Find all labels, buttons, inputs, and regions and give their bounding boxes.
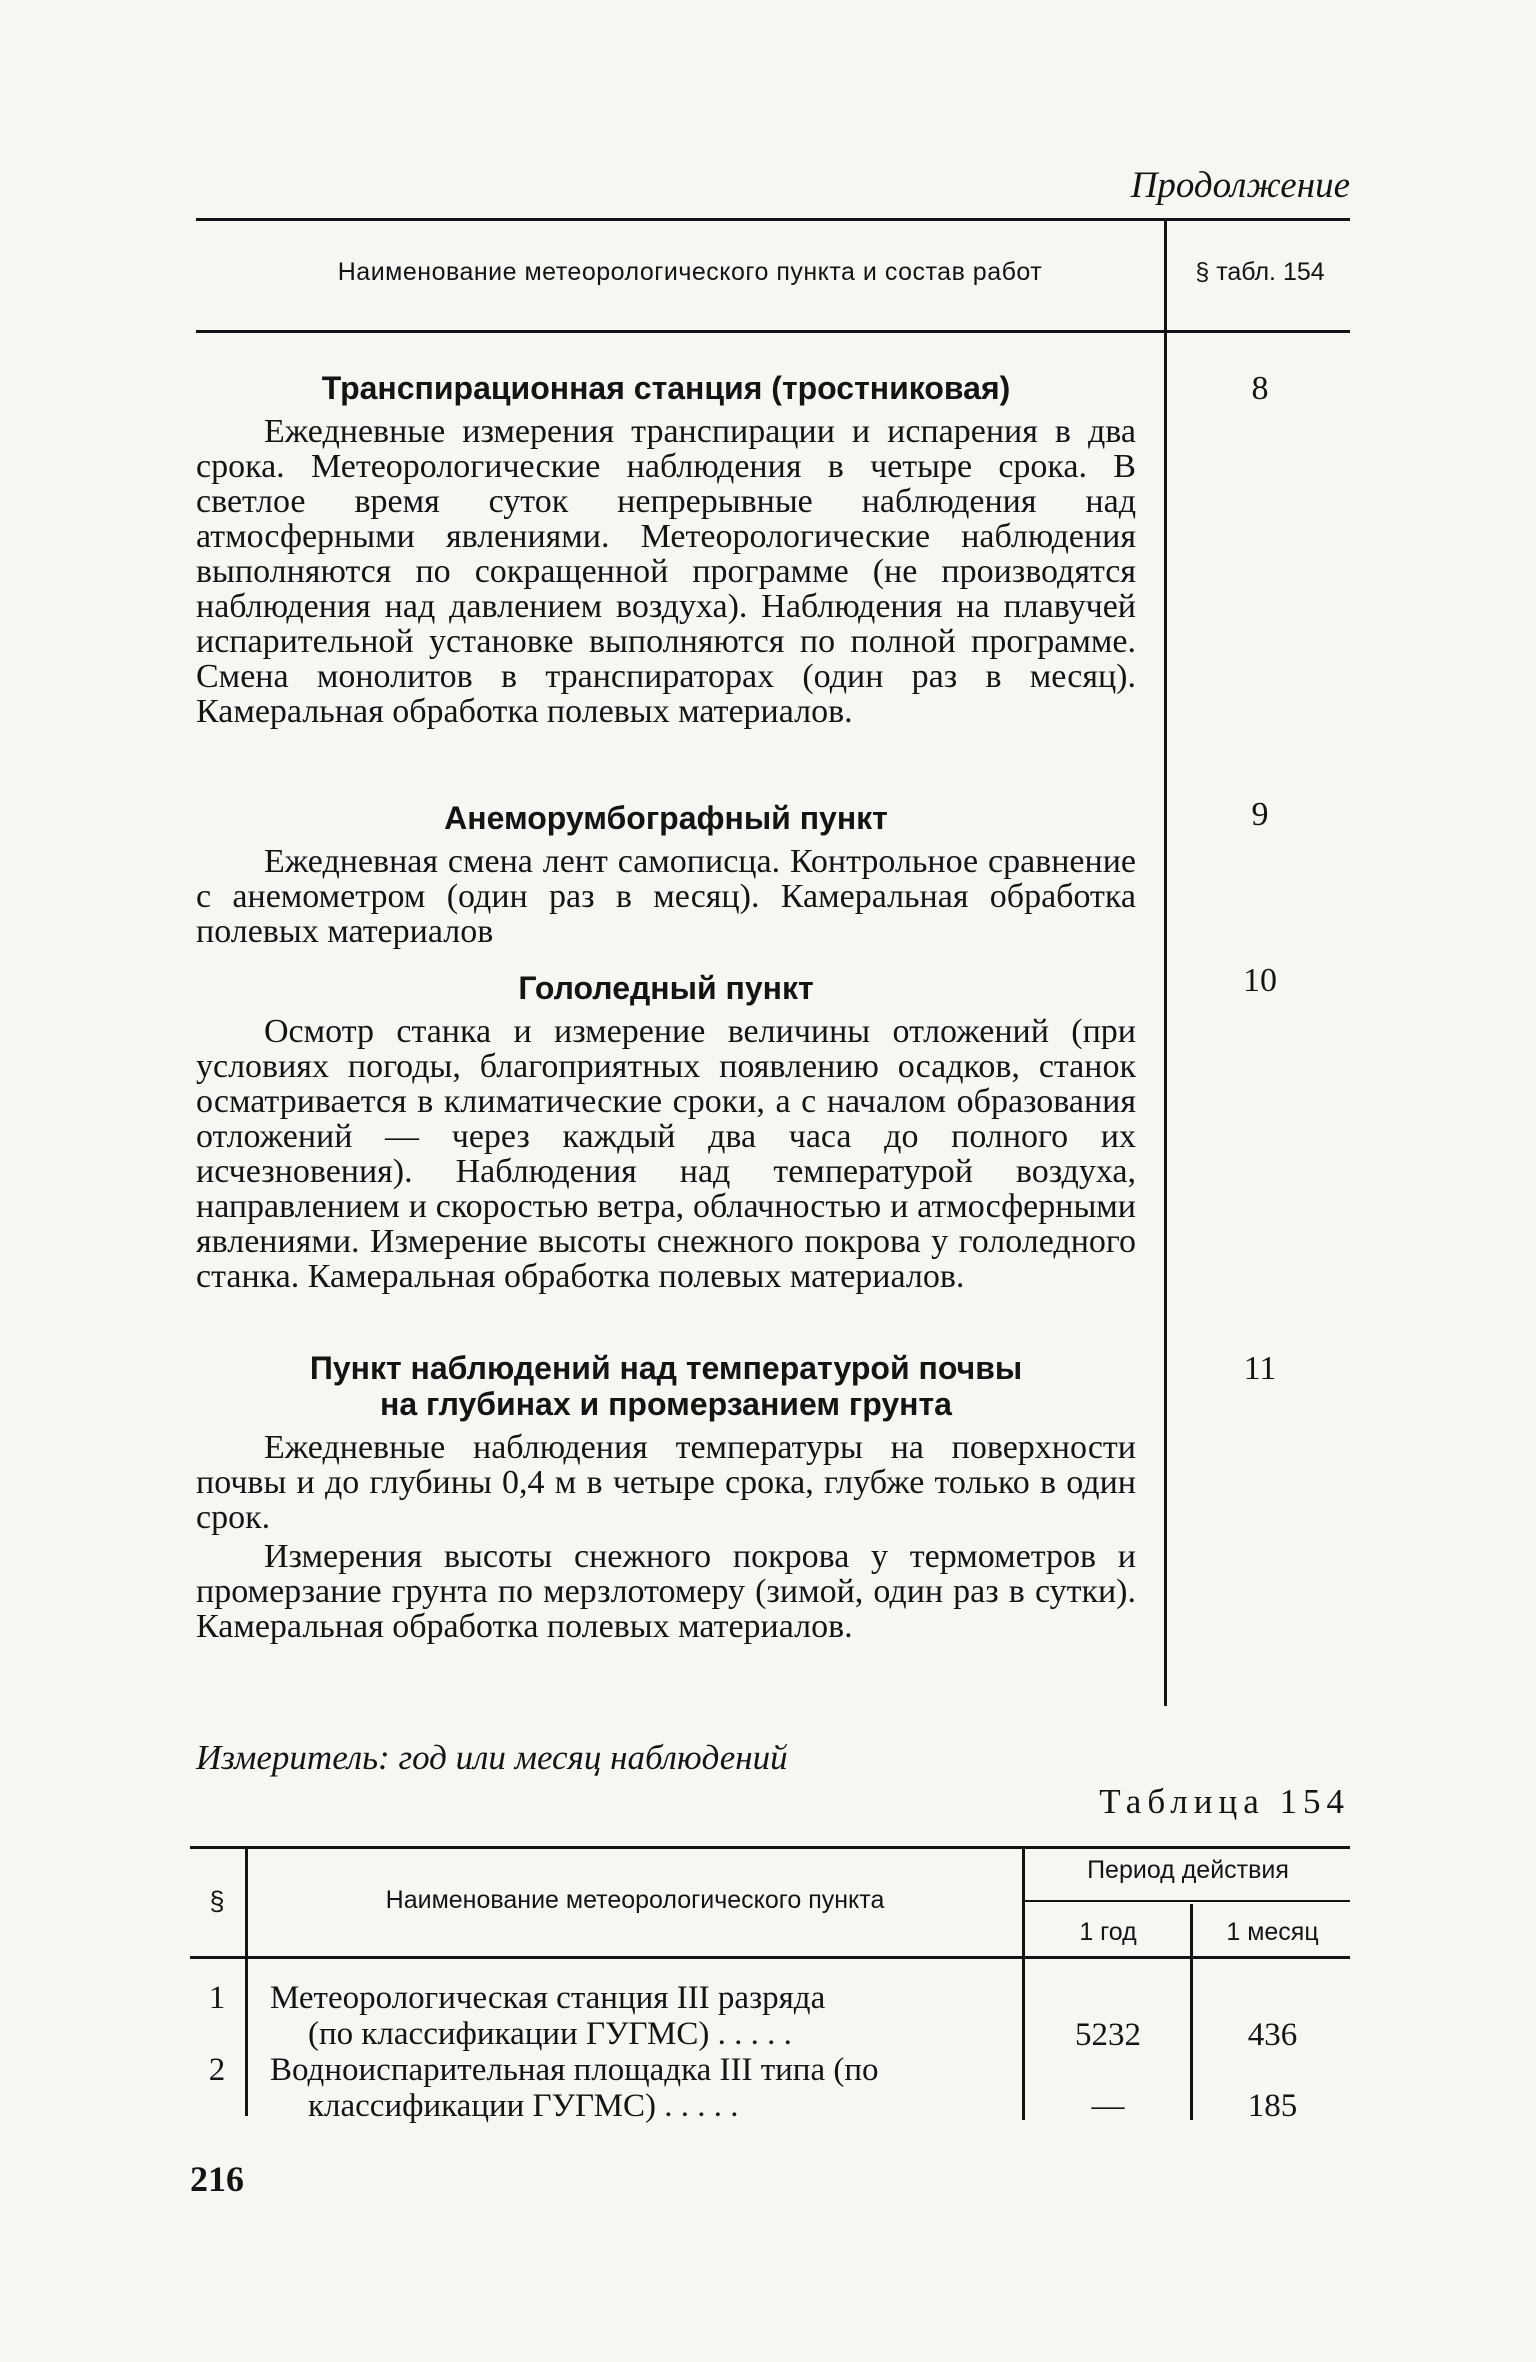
table-period-rule xyxy=(1025,1900,1350,1902)
table-row-month-value: 436 xyxy=(1247,2017,1298,2053)
table-label: Таблица 154 xyxy=(1099,1782,1350,1821)
table-header-bottom-rule xyxy=(190,1956,1350,1959)
entry-glaze-point xyxy=(196,970,1136,1294)
entry-paragraph: Осмотр станка и измерение величины отложений (при условиях погоды, благоприятных появлению осадков, станок осматривается в климатические сроки, а с началом образования отложений — через каждый два часа до полного их исчезновения). Наблюдения над температурой воздуха, направлением и скоростью ветра, облачностью и атмосферными явлениями. Измерение высоты снежного покрова у гололедного станка. Камеральная обработка полевых материалов. xyxy=(196,1013,1136,1295)
table-divider-period xyxy=(1190,1904,1193,2120)
entry-anemorumbograph-point xyxy=(196,800,1136,949)
entry-soil-temperature-point xyxy=(196,1350,1136,1644)
table-divider-section xyxy=(245,1848,248,2116)
table-row-number: 2 xyxy=(208,2052,226,2088)
table-col-month: 1 месяц xyxy=(1226,1918,1319,1946)
table-col-period: Период действия xyxy=(1087,1856,1289,1884)
continued-label: Продолжение xyxy=(1130,165,1350,206)
entry-paragraph: Измерения высоты снежного покрова у термометров и промерзание грунта по мерзлотомеру (зимой, один раз в сутки). Камеральная обработка полевых материалов. xyxy=(196,1538,1136,1645)
header-ref-column: § табл. 154 xyxy=(1195,258,1325,286)
table-divider-name xyxy=(1022,1848,1025,2120)
table-row-month-value: 185 xyxy=(1247,2088,1298,2124)
header-top-rule xyxy=(196,218,1350,221)
entry-title-line2: на глубинах и промерзанием грунта xyxy=(380,1386,952,1422)
table-row-year-value: 5232 xyxy=(1075,2017,1141,2053)
measure-unit: Измеритель: год или месяц наблюдений xyxy=(196,1738,788,1777)
table-row-name xyxy=(270,2052,1015,2124)
table-row-name xyxy=(270,1980,1015,2052)
entry-text xyxy=(196,1430,1136,1644)
table-row-number: 1 xyxy=(208,1980,226,2016)
entry-transpiration-station xyxy=(196,370,1136,729)
header-name-column: Наименование метеорологического пункта и состав работ xyxy=(337,258,1043,286)
table-row-name-line1: Водноиспарительная площадка III типа (по xyxy=(270,2052,879,2088)
column-divider xyxy=(1164,220,1167,1706)
entry-number: 8 xyxy=(1251,370,1269,407)
entry-number: 9 xyxy=(1251,796,1269,833)
table-col-name: Наименование метеорологического пункта xyxy=(385,1886,885,1914)
entry-paragraph: Ежедневные измерения транспирации и испарения в два срока. Метеорологические наблюдения в четыре срока. В светлое время суток непрерывные наблюдения над атмосферными явлениями. Метеорологические наблюдения выполняются по сокращенной программе (не производятся наблюдения над давлением воздуха). Наблюдения на плавучей испарительной установке выполняются по полной программе. Смена монолитов в транспираторах (один раз в месяц). Камеральная обработка полевых материалов. xyxy=(196,413,1136,730)
table-col-year: 1 год xyxy=(1079,1918,1137,1946)
table-col-section: § xyxy=(209,1886,225,1916)
entry-title-line1: Пункт наблюдений над температурой почвы xyxy=(309,1350,1023,1386)
table-row-name-line1: Метеорологическая станция III разряда xyxy=(270,1980,826,2016)
entry-title: Анеморумбографный пункт xyxy=(444,800,888,836)
entry-text xyxy=(196,1014,1136,1294)
entry-text xyxy=(196,414,1136,729)
table-top-rule xyxy=(190,1846,1350,1849)
entry-title: Транспирационная станция (тростниковая) xyxy=(321,370,1011,406)
entry-number: 10 xyxy=(1243,962,1277,999)
table-row-name-line2: классификации ГУГМС) . . . . . xyxy=(308,2088,739,2124)
entry-text xyxy=(196,844,1136,949)
entry-paragraph: Ежедневная смена лент самописца. Контрольное сравнение с анемометром (один раз в месяц). Камеральная обработка полевых материалов xyxy=(196,843,1136,950)
header-bottom-rule xyxy=(196,330,1350,333)
entry-paragraph: Ежедневные наблюдения температуры на поверхности почвы и до глубины 0,4 м в четыре срока, глубже только в один срок. xyxy=(196,1429,1136,1536)
table-row-year-value: — xyxy=(1091,2088,1125,2124)
entry-number: 11 xyxy=(1243,1350,1277,1387)
entry-title: Гололедный пункт xyxy=(518,970,814,1006)
table-row-name-line2: (по классификации ГУГМС) . . . . . xyxy=(308,2016,792,2052)
page-number: 216 xyxy=(190,2159,244,2199)
